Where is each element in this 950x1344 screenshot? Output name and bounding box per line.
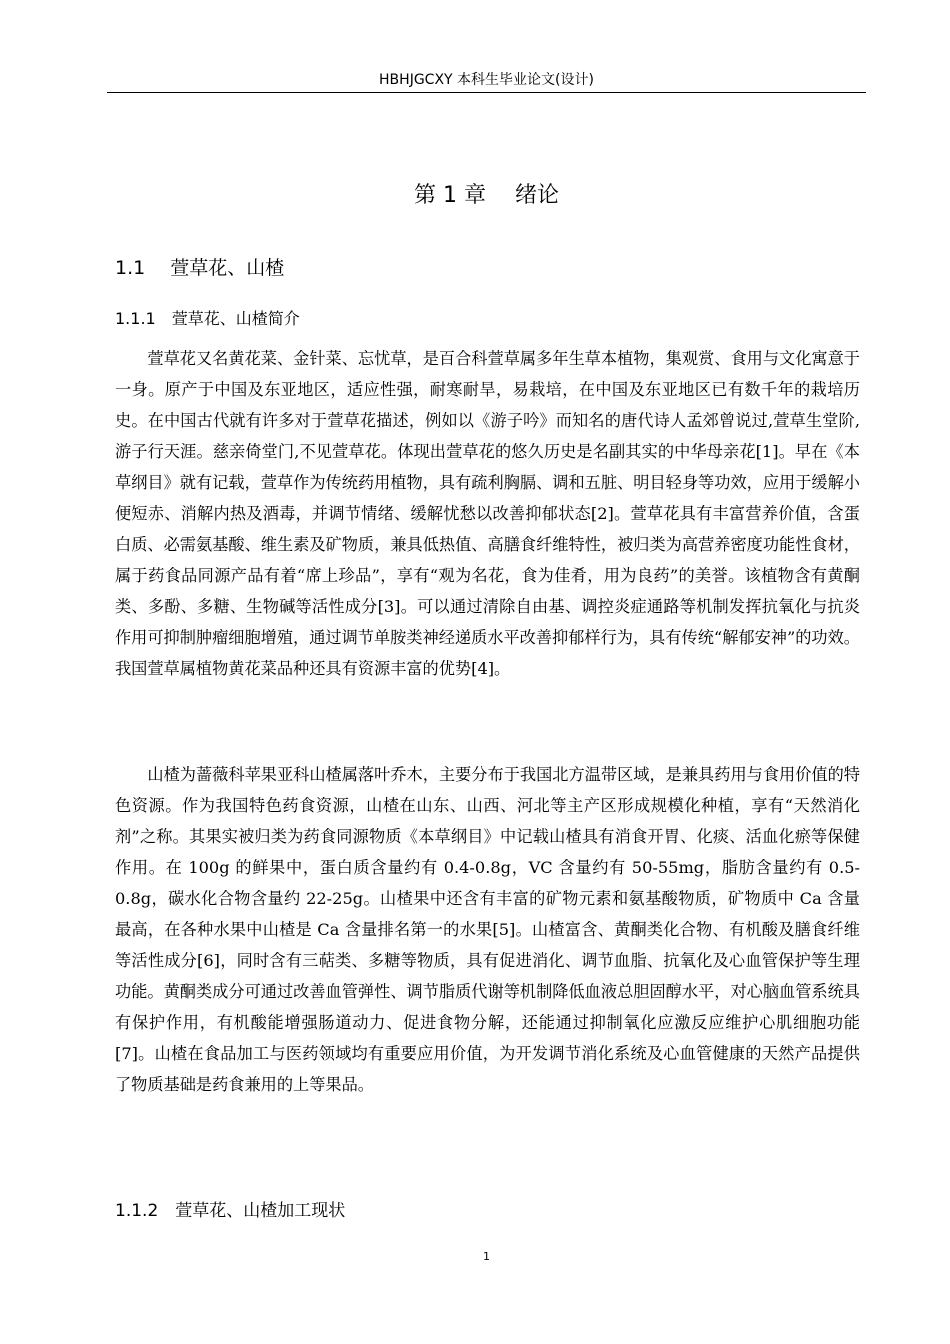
subsection-heading-2: 1.1.2 萱草花、山楂加工现状 bbox=[115, 1201, 346, 1221]
page-number: 1 bbox=[483, 1250, 490, 1263]
section-heading: 1.1 萱草花、山楂 bbox=[115, 257, 285, 279]
body-paragraph-2: 山楂为蔷薇科苹果亚科山楂属落叶乔木，主要分布于我国北方温带区域，是兼具药用与食用价值的特色资源。作为我国特色药食资源，山楂在山东、山西、河北等主产区形成规模化种植，享有“天然消化剂”之称。其果实被归类为药食同源物质《本草纲目》中记载山楂具有消食开胃、化痰、活血化瘀等保健作用。在 100g 的鲜果中，蛋白质含量约有 0.4-0.8g，VC 含量约有 50-55mg，脂肪含量约有 0.5-0.8g，碳水化合物含量约 22-25g。山楂果中还含有丰富的矿物元素和氨基酸物质，矿物质中 Ca 含量最高，在各种水果中山楂是 Ca 含量排名第一的水果[5]。山楂富含、黄酮类化合物、有机酸及膳食纤维等活性成分[6]，同时含有三萜类、多糖等物质，具有促进消化、调节血脂、抗氧化及心血管保护等生理功能。黄酮类成分可通过改善血管弹性、调节脂质代谢等机制降低血液总胆固醇水平，对心脑血管系统具有保护作用，有机酸能增强肠道动力、促进食物分解，还能通过抑制氧化应激反应维护心肌细胞功能[7]。山楂在食品加工与医药领域均有重要应用价值，为开发调节消化系统及心血管健康的天然产品提供了物质基础是药食兼用的上等果品。 bbox=[115, 765, 860, 1094]
chapter-title: 第 1 章 绪论 bbox=[414, 183, 559, 208]
body-paragraph-1: 萱草花又名黄花菜、金针菜、忘忧草，是百合科萱草属多年生草本植物，集观赏、食用与文化寓意于一身。原产于中国及东亚地区，适应性强，耐寒耐旱，易栽培，在中国及东亚地区已有数千年的栽培历史。在中国古代就有许多对于萱草花描述，例如以《游子吟》而知名的唐代诗人孟郊曾说过,萱草生堂阶,游子行天涯。慈亲倚堂门,不见萱草花。体现出萱草花的悠久历史是名副其实的中华母亲花[1]。早在《本草纲目》就有记载，萱草作为传统药用植物，具有疏利胸膈、调和五脏、明目轻身等功效，应用于缓解小便短赤、消解内热及酒毒，并调节情绪、缓解忧愁以改善抑郁状态[2]。萱草花具有丰富营养价值，含蛋白质、必需氨基酸、维生素及矿物质，兼具低热值、高膳食纤维特性，被归类为高营养密度功能性食材，属于药食品同源产品有着“席上珍品”，享有“观为名花，食为佳肴，用为良药”的美誉。该植物含有黄酮类、多酚、多糖、生物碱等活性成分[3]。可以通过清除自由基、调控炎症通路等机制发挥抗氧化与抗炎作用可抑制肿瘤细胞增殖，通过调节单胺类神经递质水平改善抑郁样行为，具有传统“解郁安神”的功效。我国萱草属植物黄花菜品种还具有资源丰富的优势[4]。 bbox=[115, 349, 860, 678]
subsection-heading-1: 1.1.1 萱草花、山楂简介 bbox=[115, 309, 300, 328]
page-header: HBHJGCXY 本科生毕业论文(设计) bbox=[379, 72, 594, 88]
header-rule bbox=[107, 92, 866, 93]
